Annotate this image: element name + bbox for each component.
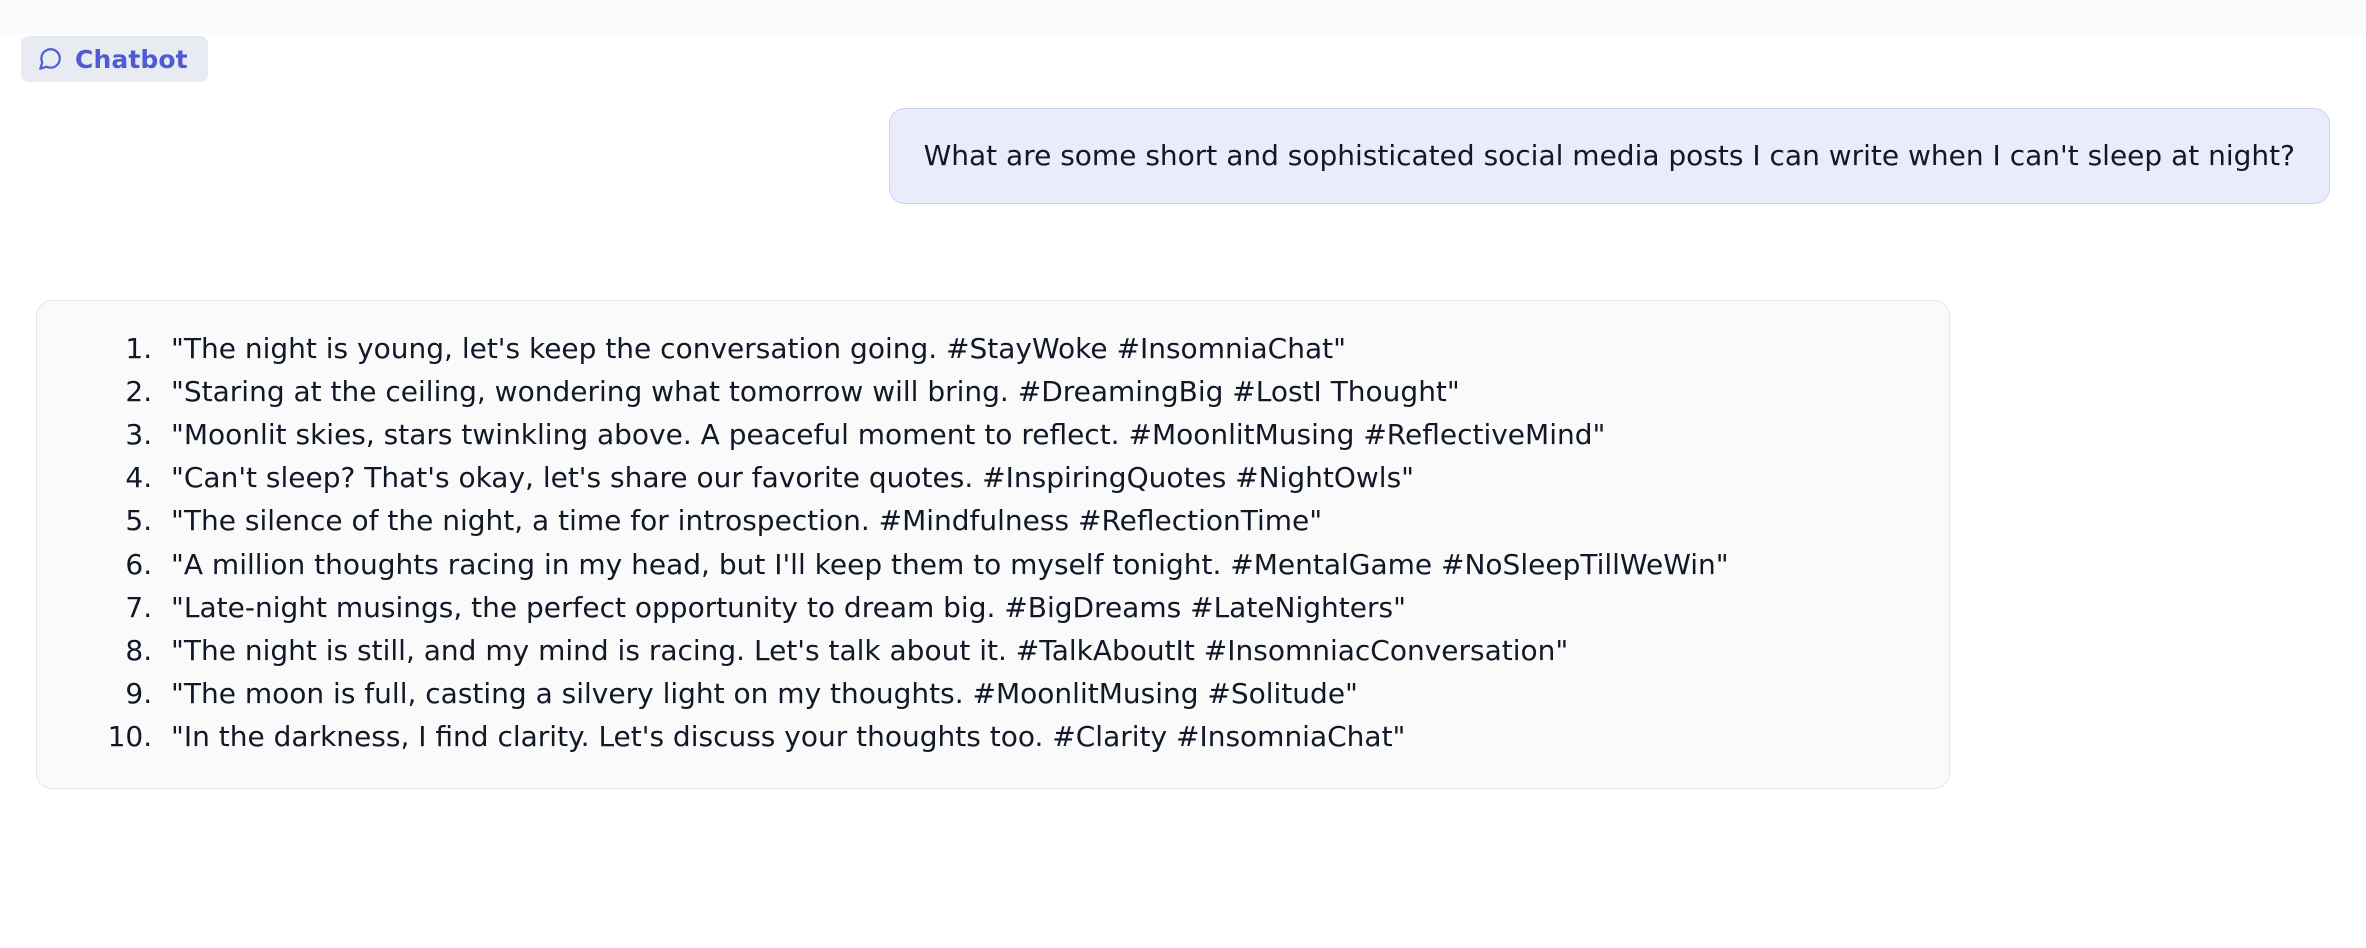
chatbot-header-label: Chatbot [75, 44, 188, 74]
list-item: 6. "A million thoughts racing in my head, but I'll keep them to myself tonight. #MentalGame #NoSleepTillWeWin" [161, 543, 1909, 586]
top-strip [0, 0, 2366, 34]
list-item: 7. "Late-night musings, the perfect opportunity to dream big. #BigDreams #LateNighters" [161, 586, 1909, 629]
bot-message-bubble [36, 300, 1950, 789]
user-message-row [0, 108, 2366, 204]
chatbot-header-chip[interactable] [21, 36, 208, 82]
bot-message-row [0, 300, 2366, 789]
list-item: 8. "The night is still, and my mind is racing. Let's talk about it. #TalkAboutIt #InsomniacConversation" [161, 629, 1909, 672]
list-item: 10. "In the darkness, I find clarity. Let's discuss your thoughts too. #Clarity #InsomniaChat" [161, 715, 1909, 758]
bot-suggestion-list [77, 327, 1909, 758]
list-item: 1. "The night is young, let's keep the conversation going. #StayWoke #InsomniaChat" [161, 327, 1909, 370]
chat-bubble-icon [37, 46, 63, 72]
list-item: 2. "Staring at the ceiling, wondering what tomorrow will bring. #DreamingBig #LostI Thought" [161, 370, 1909, 413]
list-item: 4. "Can't sleep? That's okay, let's share our favorite quotes. #InspiringQuotes #NightOwls" [161, 456, 1909, 499]
user-message-bubble: What are some short and sophisticated social media posts I can write when I can't sleep at night? [889, 108, 2330, 204]
list-item: 3. "Moonlit skies, stars twinkling above. A peaceful moment to reflect. #MoonlitMusing #ReflectiveMind" [161, 413, 1909, 456]
list-item: 5. "The silence of the night, a time for introspection. #Mindfulness #ReflectionTime" [161, 499, 1909, 542]
list-item: 9. "The moon is full, casting a silvery light on my thoughts. #MoonlitMusing #Solitude" [161, 672, 1909, 715]
